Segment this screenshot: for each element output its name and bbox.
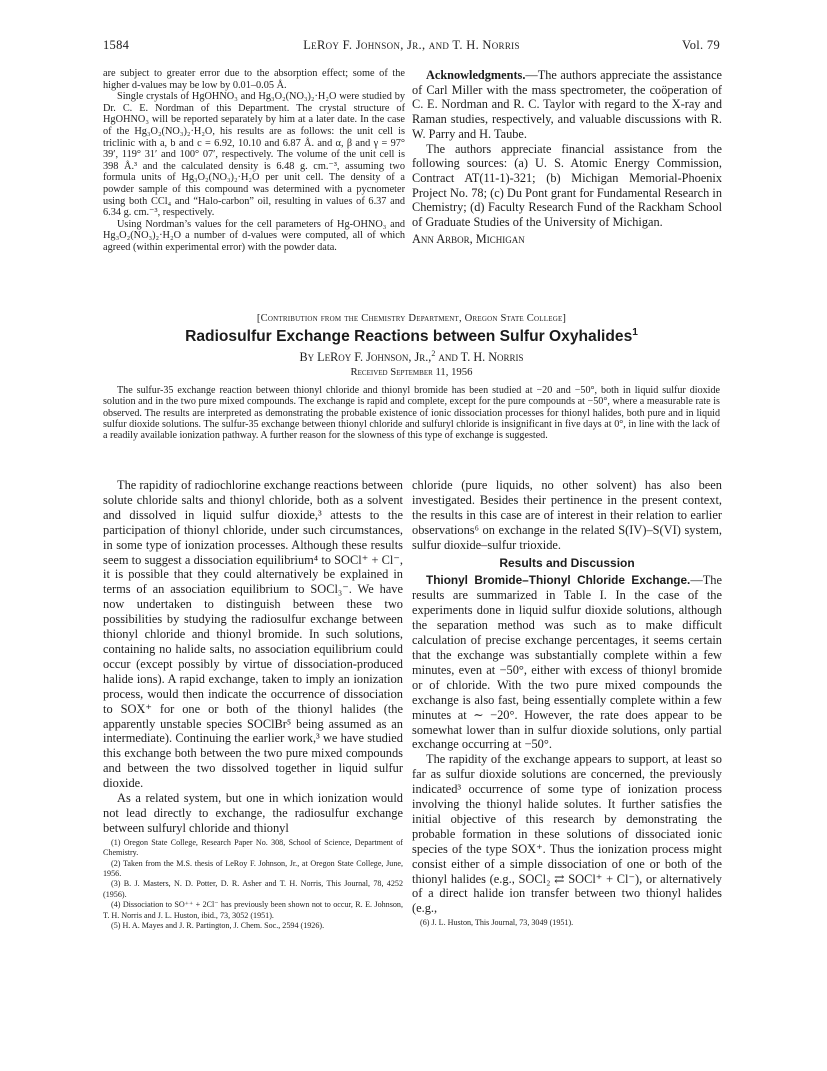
- footnote: (5) H. A. Mayes and J. R. Partington, J. Chem. Soc., 2594 (1926).: [111, 921, 325, 930]
- paragraph: The rapidity of the exchange appears to support, at least so far as sulfur dioxide solutions are concerned, the previously indicated³ occurrence of some type of ionization process involving the thionyl halide solutes. It further satisfies the initial objective of this research by demonstrating the probable formation in these solutions of dissociated ionic species of the type SOX⁺. Thus the ionization process might consist either of a simple dissociation of one or both of the thionyl halides (e.g., SOCl₂ ⇄ SOCl⁺ + Cl⁻), or alternatively of a direct halide ion transfer between two thionyl halides (e.g.,: [412, 752, 722, 916]
- byline: [103, 350, 720, 365]
- footnote: (2) Taken from the M.S. thesis of LeRoy F. Johnson, Jr., at Oregon State College, June, 1956.: [103, 858, 403, 878]
- title-footnote-mark: 1: [632, 326, 638, 338]
- paragraph: The authors appreciate financial assistance from the following sources: (a) U. S. Atomic Energy Commission, Contract AT(11-1)-321; (b) Michigan Memorial-Phoenix Project No. 78; (c) Du Pont grant for Fundamental Research in Chemistry; (d) Faculty Research Fund of the Rackham School of Graduate Studies of the University of Michigan.: [412, 141, 722, 230]
- acknowledgments-section: [412, 68, 722, 246]
- footnote: (1) Oregon State College, Research Paper No. 308, School of Science, Department of Chemistry.: [103, 837, 403, 858]
- title-text: Radiosulfur Exchange Reactions between Sulfur Oxyhalides: [185, 328, 633, 345]
- received-date: Received September 11, 1956: [350, 366, 473, 378]
- article-title: [103, 328, 720, 346]
- affiliation-place: Ann Arbor, Michigan: [412, 231, 525, 246]
- previous-article-tail: [103, 68, 405, 254]
- paragraph: —The authors appreciate the assistance of Carl Miller with the mass spectrometer, the coöperation of C. E. Nordman and R. C. Taylor with regard to the X-ray and Raman studies, respectively, and valuable discussions with R. W. Parry and H. Taube.: [412, 68, 722, 141]
- paragraph: chloride (pure liquids, no other solvent) has also been investigated. Besides their pertinence in the present context, the results in this case are of interest in their relation to earlier observations⁶ on exchange in the related S(IV)–S(VI) system, sulfur dioxide–sulfur trioxide.: [412, 478, 722, 552]
- paragraph: Using Nordman’s values for the cell parameters of Hg-OHNO₃ and Hg₃O₂(NO₃)₂·H₂O a number of d-values were computed, all of which agreed (within experimental error) with the powder data.: [103, 218, 405, 253]
- byline-second-author: and T. H. Norris: [435, 350, 524, 364]
- body-column-right: [412, 478, 722, 929]
- footnote: (4) Dissociation to SO⁺⁺ + 2Cl⁻ has previously been shown not to occur, R. E. Johnson, T. H. Norris and J. L. Huston, ibid., 73, 3052 (1951).: [103, 900, 403, 920]
- contribution-line: [Contribution from the Chemistry Department, Oregon State College]: [256, 313, 567, 324]
- paragraph: are subject to greater error due to the absorption effect; some of the higher d-values may be low by 0.01–0.05 Å.: [103, 68, 405, 91]
- volume-label: Vol. 79: [682, 38, 720, 52]
- subsection-heading: Thionyl Bromide–Thionyl Chloride Exchange.: [426, 573, 691, 588]
- abstract-text: The sulfur-35 exchange reaction between thionyl chloride and thionyl bromide has been studied at −20 and −50°, both in liquid sulfur dioxide solution and in the two pure mixed compounds. The exchange is rapid and complete, except for the pure compounds at −50°, where a measurable rate is observed. The results are interpreted as demonstrating the probable existence of ionic dissociation processes for thionyl halides, both pure and in liquid sulfur dioxide solutions. The sulfur-35 exchange between thionyl chloride and sulfuryl chloride is insignificant in five days at 0°, in line with the lack of a readily available ionization pathway. A further reason for the slowness of this type of exchange is suggested.: [103, 385, 720, 442]
- paragraph: —The results are summarized in Table I. In the case of the experiments done in liquid sulfur dioxide solutions, although the separation method was such as to make difficult calculation of precise exchange percentages, it seems certain that the exchange was substantially complete within a few minutes, even at −50°, either with excess of thionyl bromide or of chloride. With the two pure mixed compounds the exchange is also fast, being essentially complete within a few minutes at ∼ −20°. However, the rate does appear to be somewhat lower than in sulfur dioxide solutions, only partial exchange occurring at −50°.: [412, 573, 722, 752]
- running-head-authors: LeRoy F. Johnson, Jr., and T. H. Norris: [303, 38, 520, 52]
- footnotes: [412, 918, 722, 928]
- acknowledgments-heading: Acknowledgments.: [426, 68, 526, 82]
- abstract: [103, 385, 720, 441]
- paragraph: As a related system, but one in which ionization would not lead directly to exchange, the radiosulfur exchange between sulfuryl chloride and thionyl: [103, 791, 403, 835]
- footnote: (3) B. J. Masters, N. D. Potter, D. R. Asher and T. H. Norris, This Journal, 78, 4252 (1956).: [103, 879, 403, 899]
- body-column-left: [103, 478, 403, 931]
- byline-footnote-mark: 2: [431, 348, 436, 358]
- section-heading: Results and Discussion: [499, 555, 635, 570]
- footnote: (6) J. L. Huston, This Journal, 73, 3049 (1951).: [420, 918, 574, 928]
- paragraph: The rapidity of radiochlorine exchange reactions between solute chloride salts and thionyl chloride, both as a solvent and dissolved in liquid sulfur dioxide,³ attests to the participation of thionyl chloride, under such circumstances, in some type of ionization processes. Although these results seem to suggest a dissociation equilibrium⁴ to SOCl⁺ + Cl⁻, it is possible that they could alternatively be explained in terms of an association equilibrium to SOCl₃⁻. We have now undertaken to distinguish between these two possibilities by studying the radiosulfur exchange between thionyl chloride and thionyl bromide. In such solutions, containing no halide salts, no association equilibrium could occur (except possibly by virtue of dissociation-produced halide ions). A rapid exchange, taken to imply an ionization process, would then indicate the occurrence of dissociation to SOX⁺ for one or both of the thionyl halides (the apparently unstable species SOClBr⁵ being assumed as an intermediate). Continuing the earlier work,³ we have studied this exchange both between the two pure mixed compounds and between the two dissolved together in liquid sulfur dioxide.: [103, 478, 403, 791]
- paragraph: Single crystals of HgOHNO₃ and Hg₃O₂(NO₃)₂·H₂O were studied by Dr. C. E. Nordman of this Department. The crystal structure of HgOHNO₃ will be reported separately by him at a later date. In the case of the Hg₃O₂(NO₃)₂·H₂O, his results are as follows: the unit cell is triclinic with a, b and c = 6.92, 10.10 and 6.87 Å. and α, β and γ = 97° 39′, 119° 31′ and 100° 07′, respectively. The volume of the unit cell is 398 Å.³ and the calculated density is 6.48 g. cm.⁻³, assuming two formula units of Hg₃O₂(NO₃)₂·H₂O per unit cell. The density of a powder sample of this compound was determined with a pycnometer using both CCl₄ and “Halo-carbon” oil, resulting in values of 6.37 and 6.34 g. cm.⁻³, respectively.: [103, 91, 405, 219]
- byline-first-author: By LeRoy F. Johnson, Jr.,: [299, 350, 432, 364]
- footnotes: [103, 838, 403, 932]
- running-head: [103, 38, 720, 56]
- page-number: 1584: [103, 38, 130, 52]
